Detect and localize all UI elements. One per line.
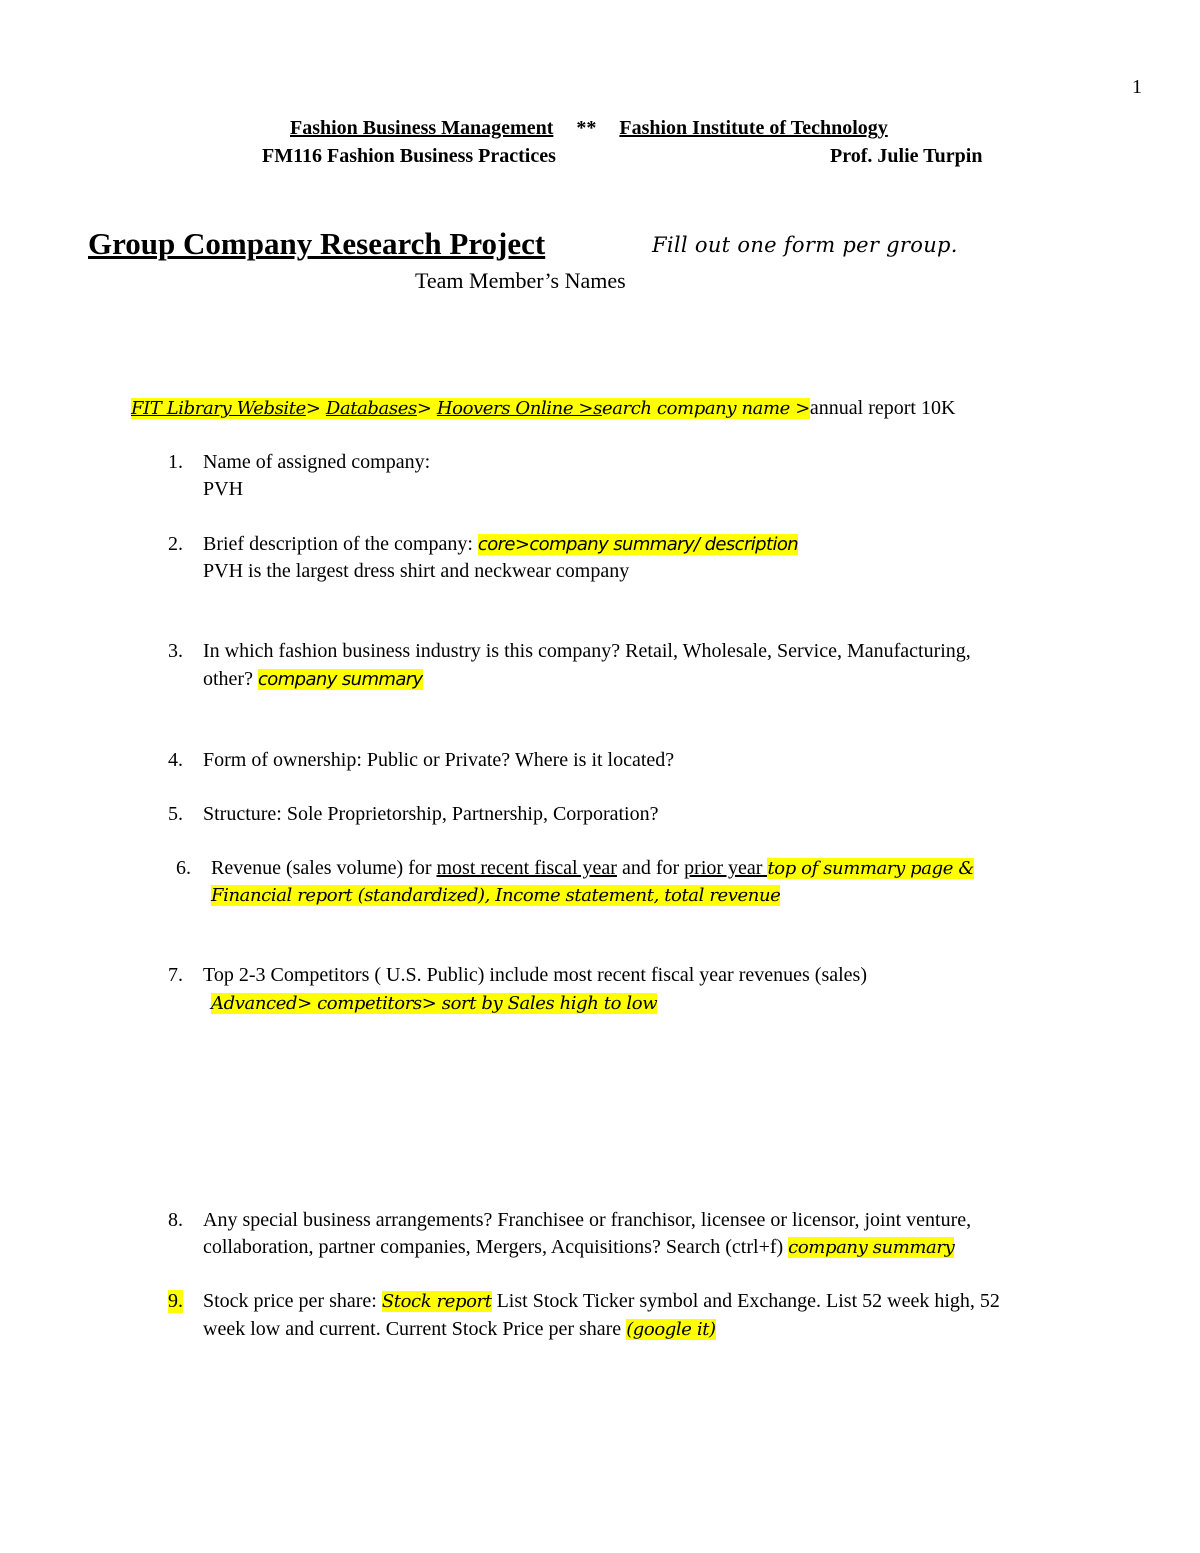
- question-line: [211, 992, 657, 1015]
- professor-name: Prof. Julie Turpin: [830, 145, 983, 167]
- question-hint: top of summary page &: [767, 858, 974, 879]
- question-number: 7.: [168, 964, 183, 986]
- form-instruction: Fill out one form per group.: [652, 233, 958, 257]
- question-line: [203, 533, 798, 556]
- question-hint: company summary: [257, 669, 423, 690]
- path-suffix: annual report 10K: [809, 397, 956, 419]
- header-line-1: [290, 117, 888, 140]
- course-name: FM116 Fashion Business Practices: [262, 145, 556, 167]
- question-hint: (google it): [626, 1319, 716, 1340]
- question-text: Name of assigned company:: [203, 451, 431, 473]
- question-text: Form of ownership: Public or Private? Where is it located?: [203, 749, 675, 771]
- question-text: In which fashion business industry is this company? Retail, Wholesale, Service, Manufacturing,: [203, 640, 971, 662]
- question-text: Stock price per share:: [203, 1290, 382, 1312]
- question-text: Structure: Sole Proprietorship, Partnership, Corporation?: [203, 803, 659, 825]
- research-path-highlight: [131, 398, 810, 419]
- header-separator: **: [576, 117, 597, 139]
- question-number: 3.: [168, 640, 183, 662]
- question-number: 1.: [168, 451, 183, 473]
- path-link-databases[interactable]: Databases: [325, 398, 417, 419]
- path-separator: >: [305, 398, 326, 419]
- question-number: 5.: [168, 803, 183, 825]
- question-text: and for: [616, 857, 685, 879]
- question-text: collaboration, partner companies, Mergers, Acquisitions? Search (ctrl+f): [203, 1236, 789, 1258]
- institution-name: Fashion Institute of Technology: [619, 117, 888, 139]
- question-text: Top 2-3 Competitors ( U.S. Public) include most recent fiscal year revenues (sales): [203, 964, 867, 986]
- team-members-label: Team Member’s Names: [415, 268, 626, 293]
- question-text: week low and current. Current Stock Price per share: [203, 1318, 627, 1340]
- path-link-fit-library[interactable]: FIT Library Website: [131, 398, 306, 419]
- question-line: [211, 884, 780, 907]
- answer-company-name: PVH: [203, 478, 244, 500]
- question-hint: Advanced> competitors> sort by Sales high to low: [211, 993, 658, 1014]
- question-line: [203, 668, 423, 691]
- question-line: [203, 1236, 954, 1259]
- question-hint: core>company summary/ description: [477, 534, 799, 555]
- path-link-hoovers[interactable]: Hoovers Online >s: [436, 398, 602, 419]
- question-text: Revenue (sales volume) for: [211, 857, 437, 879]
- research-path: [131, 397, 955, 420]
- question-hint: company summary: [788, 1237, 955, 1258]
- path-search-step: earch company name >: [601, 398, 810, 419]
- path-separator: >: [416, 398, 437, 419]
- question-line: [203, 1318, 716, 1341]
- question-hint: Stock report: [381, 1291, 492, 1312]
- question-line: [211, 857, 974, 880]
- question-hint: Financial report (standardized), Income statement, total revenue: [211, 885, 781, 906]
- question-number: 6.: [176, 857, 191, 879]
- question-text: other?: [203, 668, 258, 690]
- question-number: 4.: [168, 749, 183, 771]
- question-emphasis: most recent fiscal year: [436, 857, 617, 879]
- question-number: 9.: [168, 1290, 183, 1312]
- question-number: 2.: [168, 533, 183, 555]
- answer-description: PVH is the largest dress shirt and neckwear company: [203, 560, 630, 582]
- department-name: Fashion Business Management: [290, 117, 554, 139]
- question-text: List Stock Ticker symbol and Exchange. List 52 week high, 52: [491, 1290, 1000, 1312]
- question-emphasis: prior year: [684, 857, 768, 879]
- question-line: [203, 1290, 1000, 1313]
- question-text: Brief description of the company:: [203, 533, 478, 555]
- document-title: Group Company Research Project: [88, 226, 546, 261]
- question-text: Any special business arrangements? Franchisee or franchisor, licensee or licensor, joint venture,: [203, 1209, 972, 1231]
- question-number: 8.: [168, 1209, 183, 1231]
- page-number: 1: [1132, 76, 1142, 98]
